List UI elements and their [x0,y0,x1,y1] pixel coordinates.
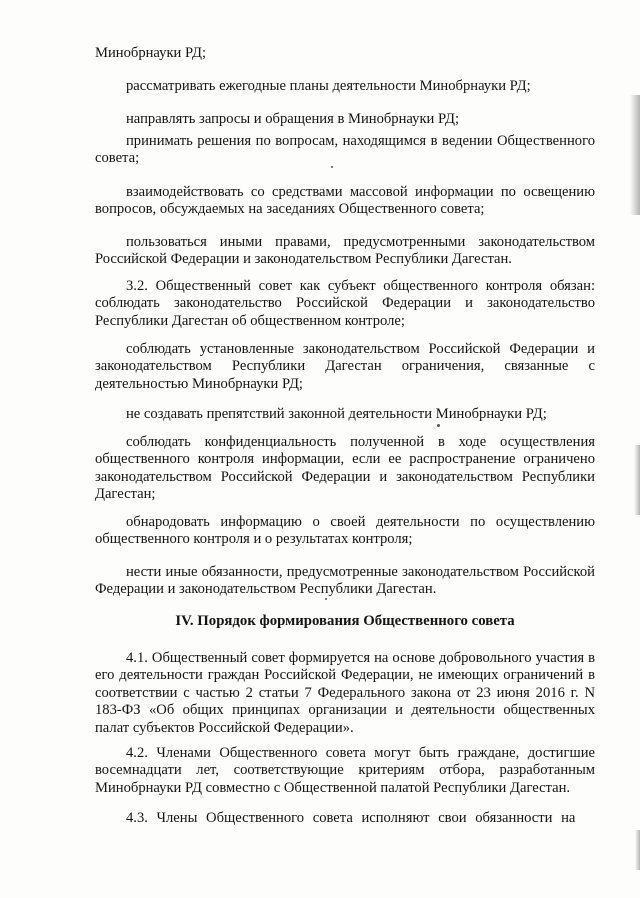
scan-speck [437,424,440,427]
paragraph-4-2: 4.2. Членами Общественного совета могут быть граждане, достигшие восемнадцати лет, соответствующие критериям отбора, разработанным Минобрнауки РД совместно с Общественной палатой Республики Дагестан. [95,745,595,796]
scan-speck [331,166,333,168]
paragraph-media: взаимодействовать со средствами массовой информации по освещению вопросов, обсуждаемых на заседаниях Общественного совета; [95,184,595,218]
paragraph-other-rights: пользоваться иными правами, предусмотренными законодательством Российской Федерации и законодательством Республики Дагестан. [95,234,595,268]
paragraph-4-1: 4.1. Общественный совет формируется на основе добровольного участия в его деятельности граждан Российской Федерации, не имеющих ограничений в соответствии с частью 2 статьи 7 Федерального закона от 23 июня 2016 г. N 183-ФЗ «Об общих принципах организации и деятельности общественных палат субъектов Российской Федерации». [95,650,595,736]
scan-edge-shadow [630,95,640,215]
paragraph-4-3: 4.3. Члены Общественного совета исполняют свои обязанности на [126,810,576,826]
scan-edge-shadow [634,445,640,515]
scan-speck [325,598,327,600]
paragraph-restrictions: соблюдать установленные законодательством Российской Федерации и законодательством Республики Дагестан ограничения, связанные с деятельностью Минобрнауки РД; [95,341,595,392]
paragraph-other-duties: нести иные обязанности, предусмотренные законодательством Российской Федерации и законодательством Республики Дагестан. [95,564,595,598]
text-line: Минобрнауки РД; [95,45,207,61]
scan-edge-shadow [635,830,640,870]
text-line: рассматривать ежегодные планы деятельности Минобрнауки РД; [126,78,531,94]
paragraph-decisions: принимать решения по вопросам, находящимся в ведении Общественного совета; [95,133,595,167]
section-heading: IV. Порядок формирования Общественного совета [175,613,515,629]
paragraph-confidentiality: соблюдать конфиденциальность полученной в ходе осуществления общественного контроля информации, если ее распространение ограничено законодательством Российской Федерации и законодательством Республики Дагестан; [95,434,595,503]
paragraph-3-2: 3.2. Общественный совет как субъект общественного контроля обязан: соблюдать законодательство Российской Федерации и законодательство Республики Дагестан об общественном контроле; [95,278,595,329]
paragraph-no-obstacles: не создавать препятствий законной деятельности Минобрнауки РД; [126,406,547,422]
text-line: направлять запросы и обращения в Минобрнауки РД; [126,111,460,127]
paragraph-publicize: обнародовать информацию о своей деятельности по осуществлению общественного контроля и о результатах контроля; [95,514,595,548]
